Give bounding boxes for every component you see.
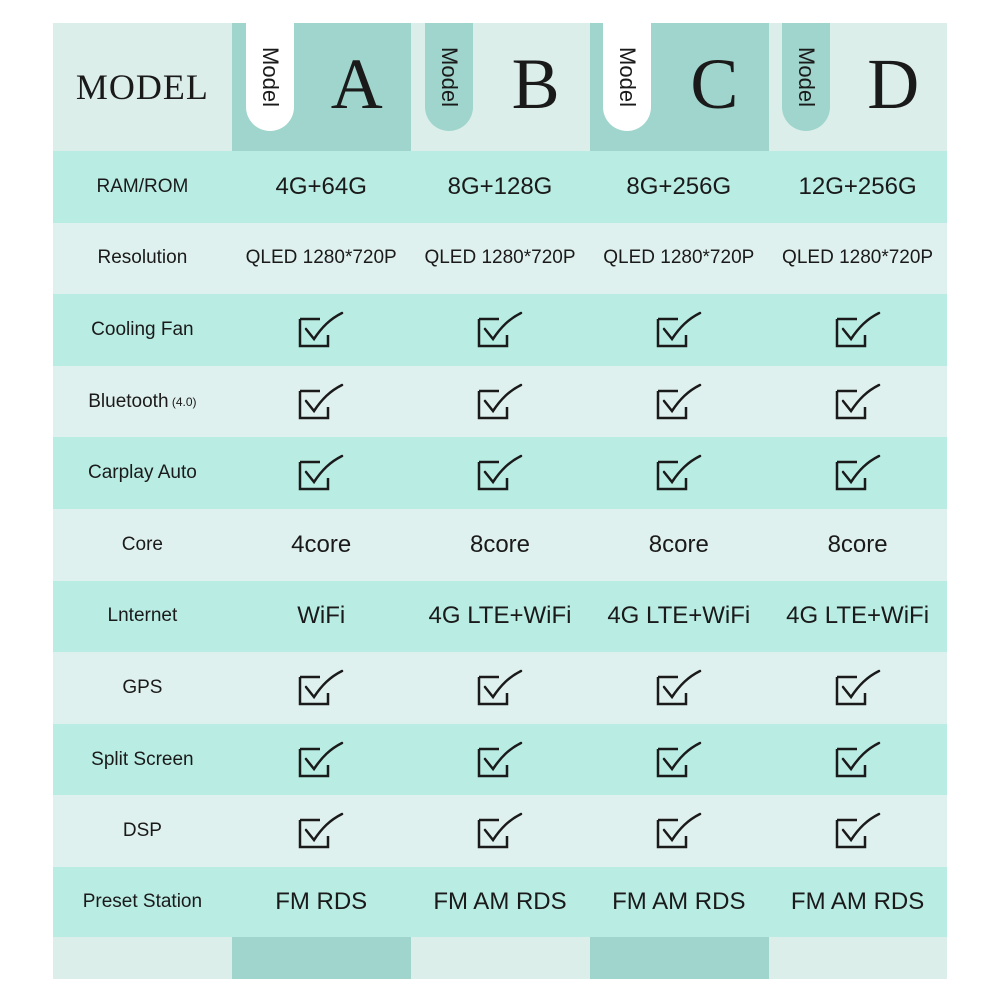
spec-label-text: GPS <box>122 676 163 698</box>
spec-label-text: RAM/ROM <box>96 175 189 197</box>
spec-row <box>53 724 947 796</box>
spec-row <box>53 366 947 438</box>
checkbox-check-icon <box>477 812 523 850</box>
spec-value: FM AM RDS <box>433 888 567 915</box>
model-head-b <box>411 23 590 151</box>
model-tab-label: Model <box>257 47 283 107</box>
spec-value <box>411 724 590 796</box>
checkbox-check-icon <box>298 669 344 707</box>
spec-value <box>411 294 590 366</box>
spec-value <box>232 366 411 438</box>
model-tab-label: Model <box>794 47 820 107</box>
spec-row <box>53 509 947 581</box>
model-tab-label: Model <box>615 47 641 107</box>
model-letter: A <box>330 44 383 124</box>
spec-label <box>53 151 232 223</box>
spec-value <box>768 437 947 509</box>
spec-value: 8G+128G <box>447 172 553 200</box>
spec-value <box>589 437 768 509</box>
checkbox-check-icon <box>835 383 881 421</box>
model-head-d <box>768 23 947 151</box>
spec-row <box>53 151 947 223</box>
spec-row <box>53 223 947 295</box>
spec-row <box>53 581 947 653</box>
checkbox-check-icon <box>298 741 344 779</box>
spec-value <box>589 724 768 796</box>
spec-label <box>53 867 232 937</box>
spec-label-text: Carplay Auto <box>88 462 197 484</box>
spec-value: 4G LTE+WiFi <box>428 602 572 630</box>
spec-value <box>768 294 947 366</box>
model-title: MODEL <box>75 67 209 107</box>
spec-value: FM RDS <box>275 888 368 915</box>
checkbox-check-icon <box>656 311 702 349</box>
spec-label <box>53 294 232 366</box>
checkbox-check-icon <box>656 812 702 850</box>
spec-value: FM AM RDS <box>612 888 746 915</box>
checkbox-check-icon <box>477 454 523 492</box>
spec-label <box>53 366 232 438</box>
spec-label-text: Preset Station <box>82 891 203 912</box>
spec-value: 8core <box>827 530 888 558</box>
spec-value: QLED 1280*720P <box>424 247 576 269</box>
spec-value <box>232 294 411 366</box>
checkbox-check-icon <box>298 311 344 349</box>
spec-row <box>53 437 947 509</box>
checkbox-check-icon <box>477 311 523 349</box>
spec-label-note: (4.0) <box>168 394 197 409</box>
checkbox-check-icon <box>656 454 702 492</box>
spec-value: 4G+64G <box>275 172 367 200</box>
model-head-a <box>232 23 411 151</box>
spec-row <box>53 294 947 366</box>
spec-value: QLED 1280*720P <box>782 247 934 269</box>
checkbox-check-icon <box>835 741 881 779</box>
spec-label-text: Cooling Fan <box>91 318 194 340</box>
spec-value: WiFi <box>297 602 346 630</box>
spec-label-text: DSP <box>122 820 162 842</box>
spec-value: 8G+256G <box>626 172 732 200</box>
spec-label-text: Bluetooth <box>88 390 169 412</box>
spec-label <box>53 795 232 867</box>
model-tab-label: Model <box>436 47 462 107</box>
spec-value <box>411 795 590 867</box>
checkbox-check-icon <box>656 669 702 707</box>
spec-value: 4core <box>291 530 352 558</box>
spec-value <box>411 652 590 724</box>
checkbox-check-icon <box>298 383 344 421</box>
checkbox-check-icon <box>477 383 523 421</box>
spec-value: 4G LTE+WiFi <box>607 602 751 630</box>
spec-value: 4G LTE+WiFi <box>786 602 930 630</box>
spec-value <box>232 724 411 796</box>
spec-value: FM AM RDS <box>790 888 925 915</box>
model-letter: D <box>867 44 920 124</box>
model-letter: C <box>690 44 739 124</box>
spec-value: QLED 1280*720P <box>245 247 397 269</box>
spec-label-text: Lnternet <box>107 605 178 627</box>
model-tab <box>782 23 830 131</box>
checkbox-check-icon <box>298 812 344 850</box>
spec-label <box>53 581 232 653</box>
spec-value: 8core <box>648 530 709 558</box>
spec-value <box>768 366 947 438</box>
checkbox-check-icon <box>656 383 702 421</box>
spec-label-text: Split Screen <box>91 748 194 770</box>
spec-label <box>53 223 232 295</box>
spec-value: 12G+256G <box>798 172 917 200</box>
spec-value <box>232 437 411 509</box>
spec-value <box>411 437 590 509</box>
spec-label-text: Resolution <box>97 247 188 269</box>
spec-value <box>232 652 411 724</box>
checkbox-check-icon <box>656 741 702 779</box>
model-head-c <box>589 23 768 151</box>
spec-value <box>589 294 768 366</box>
spec-value <box>589 652 768 724</box>
spec-value <box>411 366 590 438</box>
spec-value <box>768 724 947 796</box>
spec-value: QLED 1280*720P <box>603 247 755 269</box>
spec-label-text: Core <box>121 533 163 555</box>
spec-value <box>589 795 768 867</box>
spec-label <box>53 437 232 509</box>
spec-row <box>53 795 947 867</box>
model-tab <box>603 23 651 131</box>
spec-row <box>53 652 947 724</box>
comparison-table <box>53 23 947 979</box>
spec-value <box>768 795 947 867</box>
spec-value <box>768 652 947 724</box>
checkbox-check-icon <box>477 741 523 779</box>
checkbox-check-icon <box>835 812 881 850</box>
checkbox-check-icon <box>835 669 881 707</box>
model-tab <box>425 23 473 131</box>
spec-value: 8core <box>469 530 531 558</box>
checkbox-check-icon <box>835 311 881 349</box>
spec-value <box>232 795 411 867</box>
model-tab <box>246 23 294 131</box>
spec-label <box>53 509 232 581</box>
model-letter: B <box>511 44 560 124</box>
header-row <box>53 23 947 151</box>
spec-value <box>589 366 768 438</box>
checkbox-check-icon <box>298 454 344 492</box>
spec-label <box>53 724 232 796</box>
spec-row <box>53 867 947 937</box>
spec-label <box>53 652 232 724</box>
checkbox-check-icon <box>477 669 523 707</box>
checkbox-check-icon <box>835 454 881 492</box>
